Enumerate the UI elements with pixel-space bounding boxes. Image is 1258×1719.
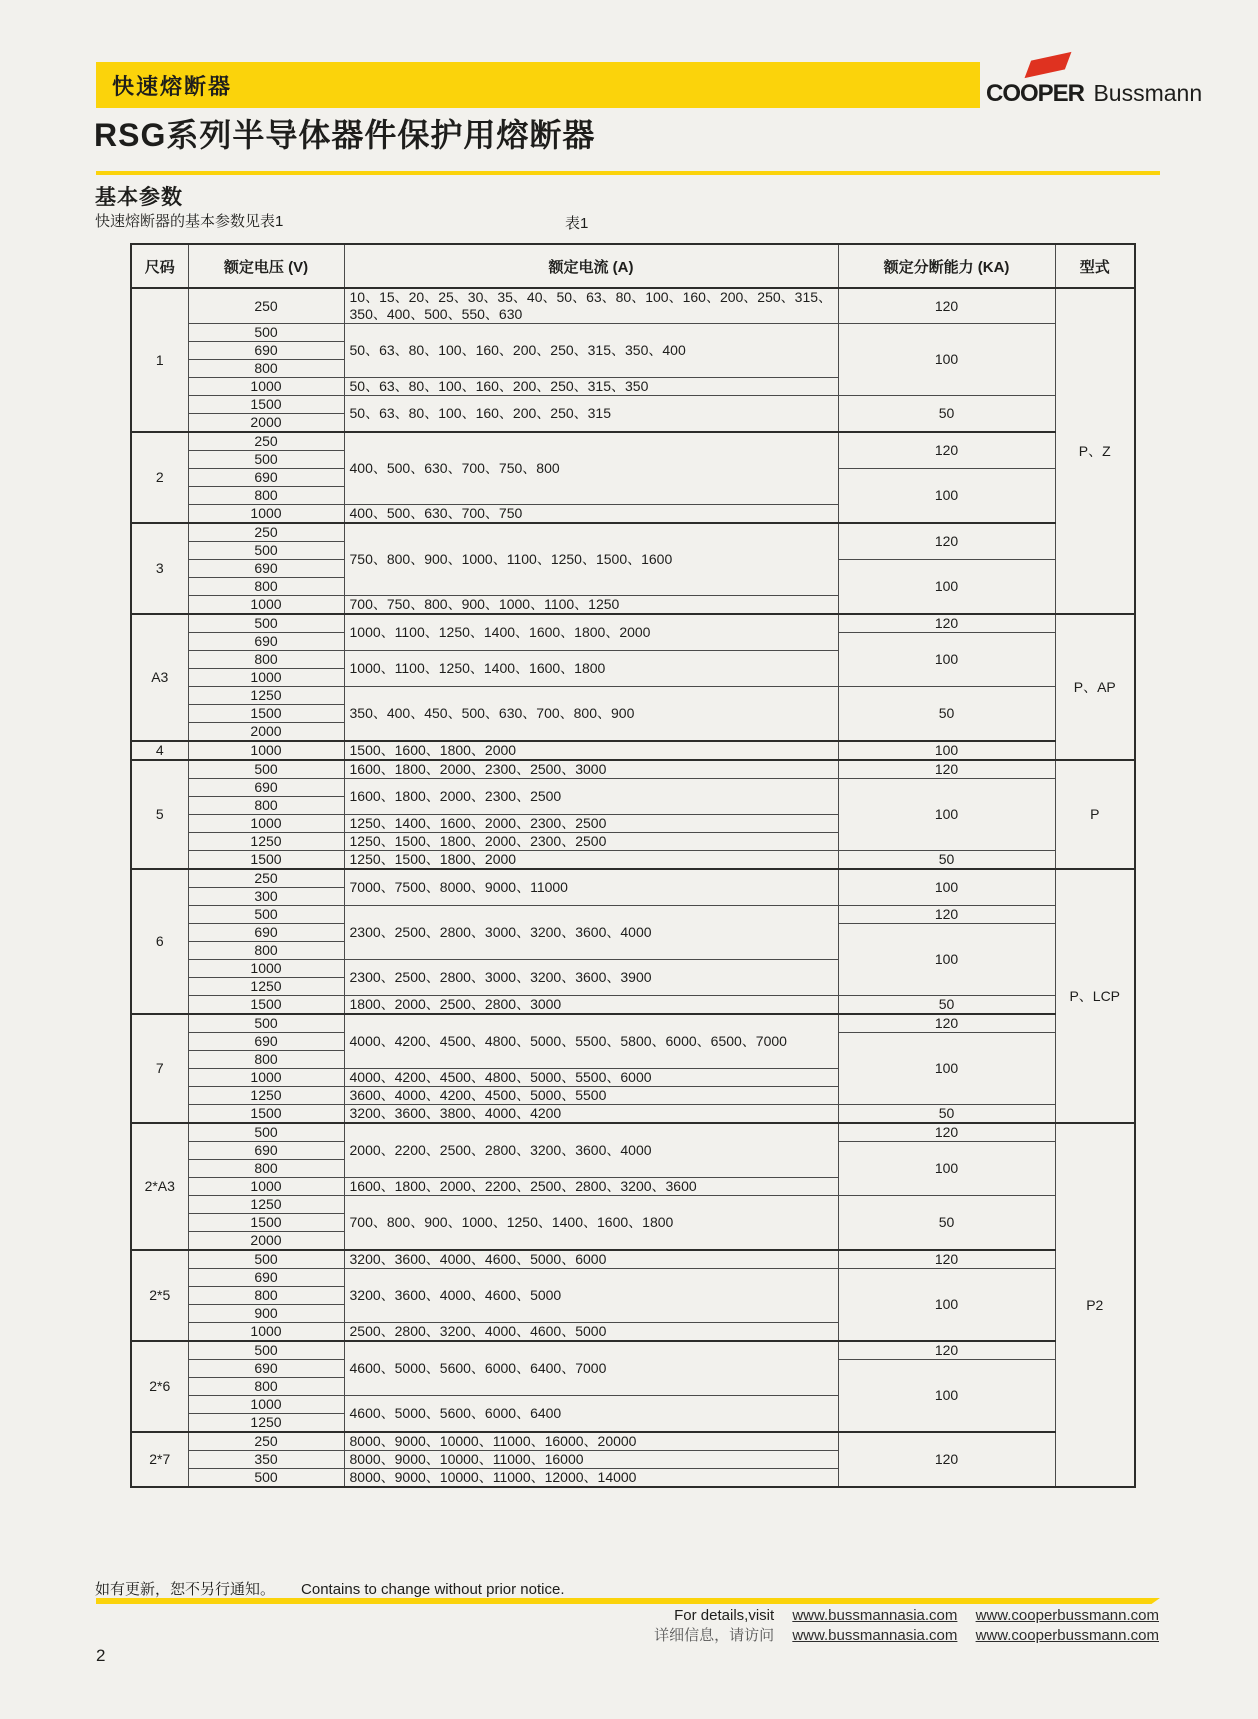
section-heading: 基本参数: [95, 186, 183, 209]
column-header: 尺码: [131, 244, 188, 288]
cell-cur: 2000、2200、2500、2800、3200、3600、4000: [344, 1123, 838, 1178]
brand-name-bussmann: Bussmann: [1093, 80, 1203, 106]
cell-cur: 50、63、80、100、160、200、250、315、350、400: [344, 324, 838, 378]
cell-ka: 100: [838, 869, 1055, 906]
column-header: 额定电压 (V): [188, 244, 344, 288]
cell-cur: 7000、7500、8000、9000、11000: [344, 869, 838, 906]
cell-volt: 500: [188, 1469, 344, 1488]
cell-cur: 750、800、900、1000、1100、1250、1500、1600: [344, 523, 838, 596]
table-row: [131, 396, 1135, 414]
cell-ka: 100: [838, 1269, 1055, 1342]
cell-volt: 690: [188, 1269, 344, 1287]
cell-ka: 100: [838, 741, 1055, 760]
cell-volt: 800: [188, 360, 344, 378]
cell-ka: 120: [838, 523, 1055, 560]
table-row: [131, 687, 1135, 705]
cell-ka: 100: [838, 469, 1055, 524]
notice-en: Contains to change without prior notice.: [301, 1581, 565, 1598]
cell-cur: 3200、3600、4000、4600、5000: [344, 1269, 838, 1323]
cell-volt: 1000: [188, 378, 344, 396]
cell-ka: 120: [838, 1250, 1055, 1269]
cell-volt: 900: [188, 1305, 344, 1323]
link-bussmannasia-en[interactable]: www.bussmannasia.com: [792, 1607, 958, 1624]
cell-cur: 1600、1800、2000、2300、2500、3000: [344, 760, 838, 779]
cell-ka: 100: [838, 1033, 1055, 1105]
cell-size: 2*5: [131, 1250, 188, 1341]
column-header: 型式: [1055, 244, 1135, 288]
cell-volt: 250: [188, 432, 344, 451]
cell-volt: 800: [188, 1160, 344, 1178]
table-row: [131, 614, 1135, 633]
cell-size: A3: [131, 614, 188, 741]
category-label: 快速熔断器: [112, 73, 233, 99]
footer-notice: [95, 1578, 565, 1599]
cell-volt: 250: [188, 288, 344, 324]
cell-ka: 50: [838, 687, 1055, 742]
cell-volt: 500: [188, 1123, 344, 1142]
cell-cur: 2300、2500、2800、3000、3200、3600、3900: [344, 960, 838, 996]
table-row: [131, 1341, 1135, 1360]
table-row: [131, 851, 1135, 870]
cell-volt: 300: [188, 888, 344, 906]
cell-type: P2: [1055, 1123, 1135, 1487]
cell-ka: 100: [838, 324, 1055, 396]
cell-ka: 120: [838, 288, 1055, 324]
cell-volt: 690: [188, 633, 344, 651]
table-row: [131, 1432, 1135, 1451]
cell-volt: 800: [188, 1378, 344, 1396]
cell-volt: 1000: [188, 1396, 344, 1414]
parameters-table: [130, 243, 1136, 1488]
cell-volt: 250: [188, 523, 344, 542]
cell-cur: 1250、1400、1600、2000、2300、2500: [344, 815, 838, 833]
cell-ka: 100: [838, 560, 1055, 615]
cell-volt: 1000: [188, 1323, 344, 1342]
cell-cur: 1600、1800、2000、2200、2500、2800、3200、3600: [344, 1178, 838, 1196]
table-header-row: [131, 244, 1135, 288]
table-row: [131, 869, 1135, 888]
cell-volt: 800: [188, 487, 344, 505]
cell-volt: 1000: [188, 1178, 344, 1196]
cell-ka: 50: [838, 996, 1055, 1015]
cell-cur: 4600、5000、5600、6000、6400、7000: [344, 1341, 838, 1396]
cell-cur: 1000、1100、1250、1400、1600、1800、2000: [344, 614, 838, 651]
cell-volt: 690: [188, 1142, 344, 1160]
cell-volt: 690: [188, 342, 344, 360]
cell-ka: 120: [838, 432, 1055, 469]
cell-volt: 1000: [188, 596, 344, 615]
cell-size: 1: [131, 288, 188, 432]
table-row: [131, 741, 1135, 760]
cell-ka: 50: [838, 1105, 1055, 1124]
table-row: [131, 906, 1135, 924]
cell-ka: 120: [838, 1341, 1055, 1360]
details-prefix-cn: 详细信息，请访问: [654, 1627, 775, 1644]
link-cooperbussmann-en[interactable]: www.cooperbussmann.com: [975, 1607, 1159, 1624]
table-caption: 表1: [565, 215, 589, 232]
cell-size: 2*A3: [131, 1123, 188, 1250]
details-prefix-en: For details,visit: [674, 1607, 775, 1624]
cell-ka: 50: [838, 1196, 1055, 1251]
cell-cur: 10、15、20、25、30、35、40、50、63、80、100、160、200、250、315、350、400、500、550、630: [344, 288, 838, 324]
cell-ka: 120: [838, 1123, 1055, 1142]
cell-volt: 1250: [188, 833, 344, 851]
cell-volt: 1500: [188, 396, 344, 414]
cell-volt: 250: [188, 1432, 344, 1451]
cell-ka: 100: [838, 1360, 1055, 1433]
cell-cur: 4600、5000、5600、6000、6400: [344, 1396, 838, 1433]
cell-ka: 120: [838, 1014, 1055, 1033]
brand-name: [986, 80, 1202, 108]
cell-ka: 50: [838, 851, 1055, 870]
footer-links: [654, 1606, 1159, 1646]
cell-volt: 800: [188, 1287, 344, 1305]
cell-ka: 120: [838, 1432, 1055, 1487]
cell-cur: 400、500、630、700、750: [344, 505, 838, 524]
cell-size: 2*7: [131, 1432, 188, 1487]
cell-cur: 1250、1500、1800、2000: [344, 851, 838, 870]
cell-volt: 1000: [188, 669, 344, 687]
cell-cur: 350、400、450、500、630、700、800、900: [344, 687, 838, 742]
cell-size: 5: [131, 760, 188, 869]
cell-cur: 1800、2000、2500、2800、3000: [344, 996, 838, 1015]
page-number: 2: [96, 1646, 106, 1665]
cell-cur: 3600、4000、4200、4500、5000、5500: [344, 1087, 838, 1105]
cell-cur: 1250、1500、1800、2000、2300、2500: [344, 833, 838, 851]
cell-volt: 500: [188, 324, 344, 342]
cell-volt: 1000: [188, 505, 344, 524]
cell-ka: 100: [838, 924, 1055, 996]
table-row: [131, 1250, 1135, 1269]
category-bar: [96, 62, 980, 108]
cell-volt: 690: [188, 924, 344, 942]
cell-volt: 250: [188, 869, 344, 888]
table-row: [131, 1269, 1135, 1287]
cell-volt: 500: [188, 760, 344, 779]
table-row: [131, 1105, 1135, 1124]
link-cooperbussmann-cn[interactable]: www.cooperbussmann.com: [975, 1627, 1159, 1644]
cell-type: P: [1055, 760, 1135, 869]
cell-volt: 500: [188, 1250, 344, 1269]
cell-ka: 120: [838, 614, 1055, 633]
cell-volt: 690: [188, 1360, 344, 1378]
brand-logo: [986, 52, 1203, 110]
cell-volt: 1000: [188, 1069, 344, 1087]
cell-cur: 2300、2500、2800、3000、3200、3600、4000: [344, 906, 838, 960]
cell-volt: 1250: [188, 978, 344, 996]
cell-volt: 800: [188, 578, 344, 596]
cell-volt: 500: [188, 451, 344, 469]
cell-volt: 500: [188, 906, 344, 924]
page-title: RSG系列半导体器件保护用熔断器: [94, 117, 596, 153]
cell-cur: 50、63、80、100、160、200、250、315: [344, 396, 838, 433]
table-row: [131, 288, 1135, 324]
title-divider: [96, 171, 1160, 175]
cell-cur: 3200、3600、4000、4600、5000、6000: [344, 1250, 838, 1269]
cell-volt: 1250: [188, 687, 344, 705]
cell-volt: 800: [188, 942, 344, 960]
cell-cur: 8000、9000、10000、11000、12000、14000: [344, 1469, 838, 1488]
cell-volt: 800: [188, 1051, 344, 1069]
cell-volt: 500: [188, 614, 344, 633]
cell-volt: 500: [188, 1014, 344, 1033]
cell-volt: 1000: [188, 815, 344, 833]
cell-ka: 100: [838, 1142, 1055, 1196]
cell-volt: 2000: [188, 1232, 344, 1251]
cell-cur: 3200、3600、3800、4000、4200: [344, 1105, 838, 1124]
cell-cur: 1000、1100、1250、1400、1600、1800: [344, 651, 838, 687]
table-row: [131, 432, 1135, 451]
cell-cur: 8000、9000、10000、11000、16000: [344, 1451, 838, 1469]
cell-cur: 50、63、80、100、160、200、250、315、350: [344, 378, 838, 396]
cooper-flag-icon: [1025, 52, 1072, 78]
cell-volt: 2000: [188, 414, 344, 433]
cell-volt: 1500: [188, 996, 344, 1015]
cell-size: 6: [131, 869, 188, 1014]
cell-volt: 690: [188, 560, 344, 578]
cell-type: P、AP: [1055, 614, 1135, 760]
cell-cur: 700、750、800、900、1000、1100、1250: [344, 596, 838, 615]
table-row: [131, 324, 1135, 342]
cell-ka: 50: [838, 396, 1055, 433]
cell-volt: 1250: [188, 1414, 344, 1433]
cell-volt: 2000: [188, 723, 344, 742]
cell-size: 7: [131, 1014, 188, 1123]
cell-volt: 690: [188, 779, 344, 797]
cell-volt: 1500: [188, 1105, 344, 1124]
cell-volt: 800: [188, 797, 344, 815]
cell-volt: 1500: [188, 1214, 344, 1232]
cell-size: 2*6: [131, 1341, 188, 1432]
cell-ka: 100: [838, 633, 1055, 687]
cell-type: P、Z: [1055, 288, 1135, 614]
cell-volt: 1000: [188, 741, 344, 760]
table-row: [131, 1123, 1135, 1142]
cell-volt: 690: [188, 1033, 344, 1051]
cell-volt: 1500: [188, 705, 344, 723]
column-header: 额定电流 (A): [344, 244, 838, 288]
cell-volt: 1500: [188, 851, 344, 870]
cell-type: P、LCP: [1055, 869, 1135, 1123]
table-row: [131, 523, 1135, 542]
cell-ka: 100: [838, 779, 1055, 851]
cell-volt: 500: [188, 542, 344, 560]
cell-volt: 1250: [188, 1196, 344, 1214]
intro-note: 快速熔断器的基本参数见表1: [95, 213, 284, 230]
cell-volt: 690: [188, 469, 344, 487]
cell-cur: 4000、4200、4500、4800、5000、5500、5800、6000、6500、7000: [344, 1014, 838, 1069]
cell-cur: 8000、9000、10000、11000、16000、20000: [344, 1432, 838, 1451]
table-row: [131, 779, 1135, 797]
cell-volt: 800: [188, 651, 344, 669]
table-row: [131, 996, 1135, 1015]
cell-cur: 4000、4200、4500、4800、5000、5500、6000: [344, 1069, 838, 1087]
cell-cur: 1600、1800、2000、2300、2500: [344, 779, 838, 815]
notice-cn: 如有更新，恕不另行通知。: [95, 1581, 276, 1598]
cell-ka: 120: [838, 760, 1055, 779]
cell-cur: 700、800、900、1000、1250、1400、1600、1800: [344, 1196, 838, 1251]
cell-cur: 2500、2800、3200、4000、4600、5000: [344, 1323, 838, 1342]
cell-size: 2: [131, 432, 188, 523]
cell-volt: 350: [188, 1451, 344, 1469]
brand-name-cooper: COOPER: [986, 80, 1085, 107]
table-row: [131, 1014, 1135, 1033]
cell-cur: 400、500、630、700、750、800: [344, 432, 838, 505]
table-row: [131, 760, 1135, 779]
cell-size: 4: [131, 741, 188, 760]
column-header: 额定分断能力 (KA): [838, 244, 1055, 288]
cell-ka: 120: [838, 906, 1055, 924]
cell-size: 3: [131, 523, 188, 614]
details-line-en: [654, 1606, 1159, 1626]
cell-volt: 500: [188, 1341, 344, 1360]
footer-divider: [96, 1598, 1160, 1604]
cell-volt: 1000: [188, 960, 344, 978]
cell-cur: 1500、1600、1800、2000: [344, 741, 838, 760]
cell-volt: 1250: [188, 1087, 344, 1105]
details-line-cn: [654, 1626, 1159, 1646]
table-row: [131, 1196, 1135, 1214]
link-bussmannasia-cn[interactable]: www.bussmannasia.com: [792, 1627, 958, 1644]
